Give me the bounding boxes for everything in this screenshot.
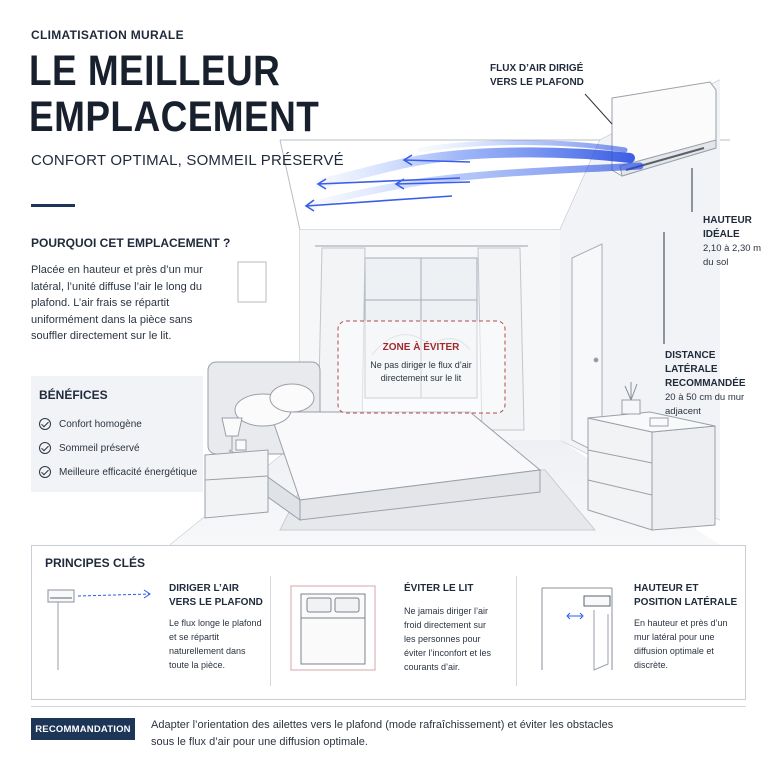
principle-text-line: discrète. xyxy=(634,660,669,670)
principle-divider xyxy=(516,576,517,686)
eyebrow-label: CLIMATISATION MURALE xyxy=(31,28,184,42)
principle-text-line: naturellement dans xyxy=(169,646,246,656)
zone-text2: directement sur le lit xyxy=(380,373,462,383)
callout-lateral-line1: DISTANCE LATÉRALE xyxy=(665,350,718,375)
recommendation-bar xyxy=(31,706,746,756)
recommendation-line1: Adapter l’orientation des ailettes vers le plafond (mode rafraîchissement) et éviter les obstacles xyxy=(151,719,614,731)
bed-icon xyxy=(289,584,379,674)
benefit-item xyxy=(39,460,203,484)
check-circle-icon xyxy=(39,442,51,454)
principle-text-line: mur latéral pour une xyxy=(634,632,715,642)
principle-title-line1: HAUTEUR ET xyxy=(634,583,699,594)
callout-lateral-text2: adjacent xyxy=(665,406,701,417)
principle-title-line1: ÉVITER LE LIT xyxy=(404,583,474,594)
principles-title: PRINCIPES CLÉS xyxy=(45,556,146,570)
principles-panel xyxy=(31,545,746,700)
principle-divider xyxy=(270,576,271,686)
callout-height xyxy=(703,214,761,270)
recommendation-badge: RECOMMANDATION xyxy=(31,718,135,740)
principle-text xyxy=(169,616,289,672)
zone-to-avoid-label xyxy=(336,342,506,385)
title-line-1: LE MEILLEUR xyxy=(29,47,281,95)
callout-lateral-text1: 20 à 50 cm du mur xyxy=(665,392,745,403)
benefit-item xyxy=(39,412,203,436)
callout-airflow xyxy=(490,62,584,90)
callout-height-text1: 2,10 à 2,30 m xyxy=(703,243,762,254)
principle-text-line: toute la pièce. xyxy=(169,660,226,670)
principle-text-line: éviter l’inconfort et les xyxy=(404,648,492,658)
principle-title-line2: POSITION LATÉRALE xyxy=(634,597,738,608)
recommendation-text xyxy=(151,717,671,751)
principle-text-line: et se répartit xyxy=(169,632,220,642)
principle-avoid-bed xyxy=(404,582,524,674)
zone-text1: Ne pas diriger le flux d’air xyxy=(370,360,472,370)
principle-text-line: les personnes pour xyxy=(404,634,481,644)
principle-title-line1: DIRIGER L’AIR xyxy=(169,583,240,594)
benefit-item xyxy=(39,436,203,460)
principle-text-line: Le flux longe le plafond xyxy=(169,618,262,628)
page-title xyxy=(29,48,319,140)
check-circle-icon xyxy=(39,418,51,430)
wall-frame xyxy=(238,262,266,302)
principle-text xyxy=(404,604,524,674)
principle-text-line: Ne jamais diriger l’air xyxy=(404,606,489,616)
principle-text xyxy=(634,616,744,672)
height-position-icon xyxy=(538,584,618,674)
callout-height-line1: HAUTEUR xyxy=(703,215,752,226)
check-circle-icon xyxy=(39,466,51,478)
benefit-label: Sommeil préservé xyxy=(59,442,140,454)
title-rule xyxy=(31,204,75,207)
principle-text-line: froid directement sur xyxy=(404,620,487,630)
page-subtitle: CONFORT OPTIMAL, SOMMEIL PRÉSERVÉ xyxy=(31,152,344,169)
why-text: Placée en hauteur et près d’un mur latéral, l’unité diffuse l’air le long du plafond. L’air frais se répartit uniformément dans la pièce sans souffler directement sur le lit. xyxy=(31,264,203,342)
benefit-label: Confort homogène xyxy=(59,418,142,430)
why-title: POURQUOI CET EMPLACEMENT ? xyxy=(31,236,231,250)
callout-airflow-line2: VERS LE PLAFOND xyxy=(490,77,584,88)
principle-ceiling xyxy=(169,582,289,672)
ceiling-airflow-icon xyxy=(46,584,156,674)
title-line-2: EMPLACEMENT xyxy=(29,93,320,141)
principle-height xyxy=(634,582,744,672)
principle-text-line: diffusion optimale et xyxy=(634,646,714,656)
principle-text-line: courants d’air. xyxy=(404,662,461,672)
benefits-panel xyxy=(31,376,203,492)
recommendation-line2: sous le flux d’air pour une diffusion optimale. xyxy=(151,736,368,748)
benefit-label: Meilleure efficacité énergétique xyxy=(59,466,198,478)
callout-airflow-line1: FLUX D’AIR DIRIGÉ xyxy=(490,63,584,74)
callout-height-text2: du sol xyxy=(703,257,729,268)
callout-lateral xyxy=(665,349,768,419)
callout-height-line2: IDÉALE xyxy=(703,229,740,240)
callout-lateral-line2: RECOMMANDÉE xyxy=(665,378,746,389)
benefits-title: BÉNÉFICES xyxy=(39,388,108,402)
zone-title: ZONE À ÉVITER xyxy=(382,342,460,353)
principle-title-line2: VERS LE PLAFOND xyxy=(169,597,263,608)
principle-text-line: En hauteur et près d’un xyxy=(634,618,728,628)
